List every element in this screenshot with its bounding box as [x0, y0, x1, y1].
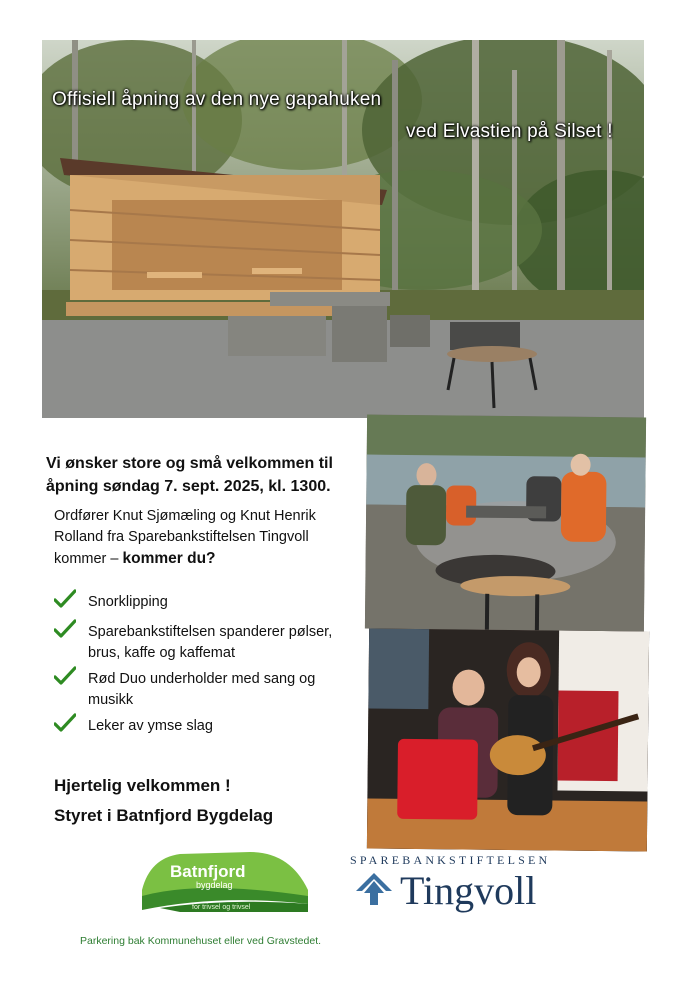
batnfjord-sub: bygdelag [196, 880, 233, 890]
intro-text: Ordfører Knut Sjømæling og Knut Henrik Rolland fra Sparebankstiftelsen Tingvoll kommer – [54, 508, 316, 567]
parking-note: Parkering bak Kommunehuset eller ved Gravstedet. [80, 935, 322, 947]
program-item-text: Rød Duo underholder med sang og musikk [88, 671, 316, 708]
tingvoll-emblem-icon [352, 871, 396, 907]
batnfjord-name: Batnfjord [170, 862, 246, 881]
closing-welcome: Hjertelig velkommen ! [54, 776, 231, 795]
hero-title-line-1: Offisiell åpning av den nye gapahuken [52, 89, 382, 110]
intro-paragraph [54, 506, 354, 570]
musicians-image [367, 629, 649, 852]
invite-line-1: Vi ønsker store og små velkommen til [46, 455, 333, 472]
check-icon [54, 713, 76, 733]
batnfjord-logo-image [140, 850, 310, 914]
sparebankstiftelsen-tingvoll-logo [350, 853, 550, 917]
hero-photo [42, 40, 644, 418]
campfire-group-photo [365, 415, 646, 632]
tingvoll-top-text: SPAREBANKSTIFTELSEN [350, 853, 551, 867]
check-icon [54, 589, 76, 609]
tingvoll-main-text: Tingvoll [400, 868, 537, 913]
rod-duo-photo [367, 629, 649, 852]
program-item-text: Snorklipping [88, 594, 168, 610]
intro-emphasis: kommer du? [122, 550, 216, 567]
check-icon [54, 619, 76, 639]
check-icon [54, 666, 76, 686]
batnfjord-bygdelag-logo [140, 850, 310, 914]
campfire-group-image [365, 415, 646, 632]
closing-signature: Styret i Batnfjord Bygdelag [54, 806, 274, 825]
batnfjord-slogan: for trivsel og trivsel [192, 904, 251, 911]
invite-line-2: åpning søndag 7. sept. 2025, kl. 1300. [46, 478, 331, 495]
program-item-text: Sparebankstiftelsen spanderer pølser, brus, kaffe og kaffemat [88, 624, 333, 661]
hero-title-line-2: ved Elvastien på Silset ! [406, 121, 613, 142]
program-item-text: Leker av ymse slag [88, 718, 213, 734]
